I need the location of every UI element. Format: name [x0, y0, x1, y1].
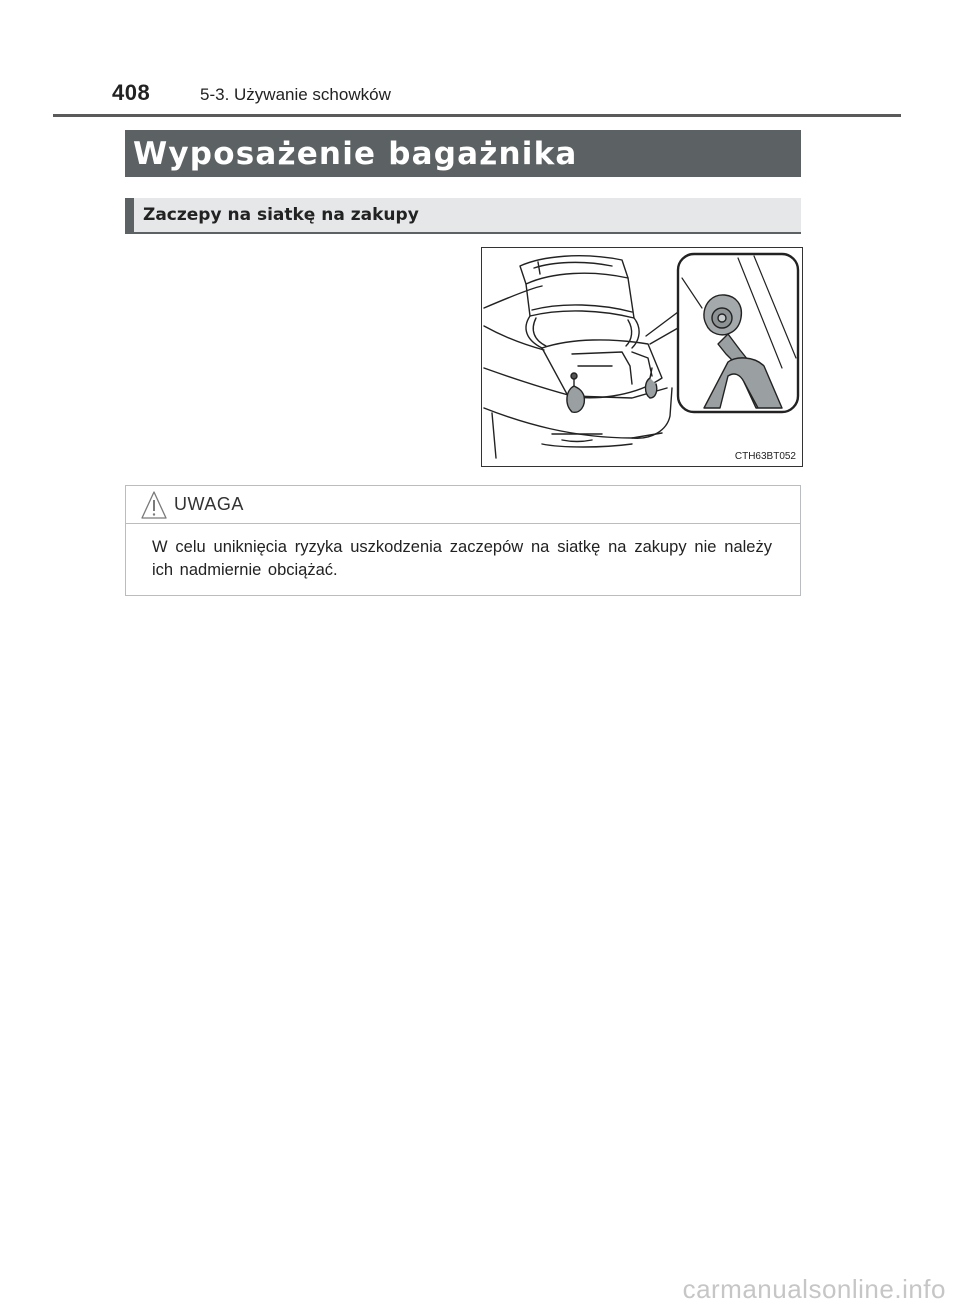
section-title: Wyposażenie bagażnika	[133, 135, 578, 172]
subsection-title: Zaczepy na siatkę na zakupy	[143, 205, 419, 225]
subsection-title-bar	[125, 198, 801, 234]
warning-triangle-icon	[140, 490, 168, 520]
caution-box	[125, 485, 801, 596]
car-trunk-drawing	[482, 248, 802, 466]
site-watermark: carmanualsonline.info	[682, 1274, 946, 1304]
header-divider	[53, 114, 901, 117]
section-title-bar	[125, 130, 801, 177]
trunk-hook-illustration	[481, 247, 803, 467]
caution-title: UWAGA	[174, 494, 244, 514]
section-reference: 5-3. Używanie schowków	[200, 85, 391, 104]
caution-text: W celu uniknięcia ryzyka uszkodzenia zaczepów na siatkę na zakupy nie należy ich nadmiernie obciążać.	[152, 538, 772, 579]
caution-header	[126, 486, 800, 524]
page-number: 408	[112, 80, 151, 105]
figure-code: CTH63BT052	[734, 451, 796, 462]
